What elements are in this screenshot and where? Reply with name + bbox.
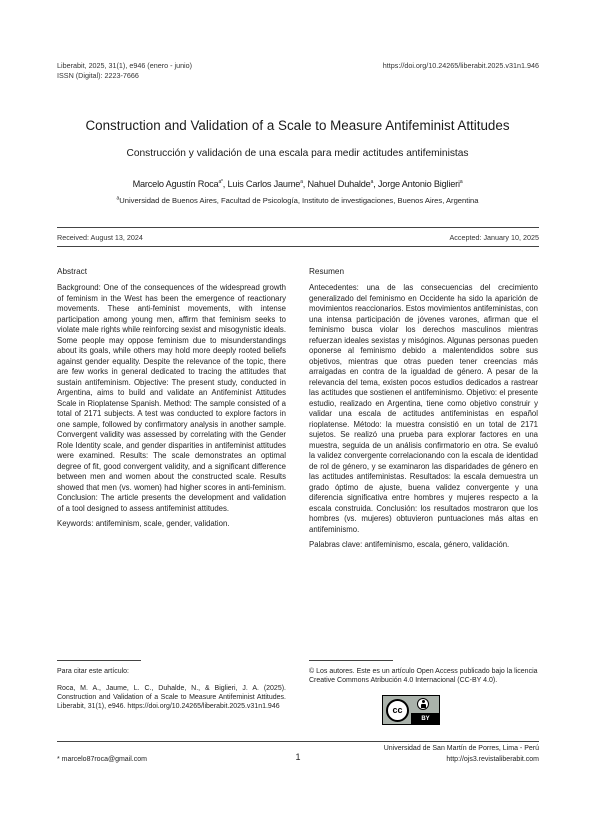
accepted-date: Accepted: January 10, 2025 xyxy=(449,233,539,242)
affiliation-mark: a xyxy=(116,195,120,202)
attribution-person-icon xyxy=(417,698,429,710)
author-name: Marcelo Agustín Roca xyxy=(132,179,219,189)
author-separator: , xyxy=(302,179,308,189)
creative-commons-icon: cc xyxy=(386,699,409,722)
affiliation xyxy=(0,196,595,205)
author-name: Luis Carlos Jaume xyxy=(227,179,301,189)
author-affiliation-mark: a xyxy=(370,178,374,185)
footer-rule xyxy=(57,741,539,742)
author-separator: , xyxy=(373,179,378,189)
issn-line: ISSN (Digital): 2223-7666 xyxy=(57,71,139,80)
keywords-es: Palabras clave: antifeminismo, escala, género, validación. xyxy=(309,540,510,549)
divider-dates xyxy=(57,246,539,247)
doi-link[interactable]: https://doi.org/10.24265/liberabit.2025.v31n1.946 xyxy=(382,61,539,70)
page-number: 1 xyxy=(295,752,301,762)
divider-top xyxy=(57,227,539,228)
university-name: Universidad de San Martín de Porres, Lima - Perú xyxy=(383,745,539,752)
citation-text: Roca, M. A., Jaume, L. C., Duhalde, N., & Biglieri, J. A. (2025). Construction and Validation of a Scale to Measure Antifeminist Attitudes. Liberabit, 31(1), e946. https://doi.org/10.24265/liberabit.2025.v31n1.946 xyxy=(57,685,286,710)
author-affiliation-mark: a* xyxy=(218,178,223,185)
article-title: Construction and Validation of a Scale to Measure Antifeminist Attitudes xyxy=(85,118,510,133)
citation-rule xyxy=(57,660,141,661)
resumen-heading: Resumen xyxy=(309,267,345,276)
affiliation-text: Universidad de Buenos Aires, Facultad de Psicología, Instituto de investigaciones, Buenos Aires, Argentina xyxy=(119,196,479,205)
author-name: Jorge Antonio Biglieri xyxy=(377,179,460,189)
resumen-body: Antecedentes: una de las consecuencias del crecimiento generalizado del feminismo en Occidente ha sido la aparición de movimientos reaccionarios. Estos movimientos antifeministas, con una intensa participación de jóvenes varones, afirman que el feminismo busca violar los derechos masculinos mientras refuerzan ideales sexistas y misóginos. Algunas personas pueden oponerse al feminismo debido a malentendidos sobre sus objetivos, mientras que otras pueden tener creencias más arraigadas en contra de la igualdad de género. A pesar de la relevancia del tema, existen pocos estudios dedicados a rastrear las actitudes que sostienen el antifeminismo. Objetivo: el presente estudio, realizado en Argentina, tiene como objetivo construir y validar una escala de actitudes antifeministas en español rioplatense. Método: la muestra consistió en un total de 2171 sujetos. Se realizó una prueba para explorar factores en una muestra, seguida de un análisis confirmatorio en otra. Se evaluó la validez convergente correlacionando con la escala de identidad de rol de género, y se examinaron las disparidades de género en las actitudes antifeministas. Resultados: la escala demuestra un grado óptimo de ajuste, buena validez convergente y una diferencia significativa entre hombres y mujeres respecto a la escala construida. Conclusión: los resultados mostraron que los hombres (vs. mujeres) obtuvieron puntuaciones más altas en antifeminismo. xyxy=(309,283,538,534)
author-affiliation-mark: a xyxy=(459,178,463,185)
author-list xyxy=(0,179,595,189)
abstract-column-es xyxy=(309,283,538,551)
keywords-en: Keywords: antifeminism, scale, gender, validation. xyxy=(57,519,230,528)
abstract-column-en xyxy=(57,283,286,530)
license-text: © Los autores. Este es un artículo Open Access publicado bajo la licencia Creative Commons Atribución 4.0 Internacional (CC-BY 4.0). xyxy=(309,668,538,684)
author-name: Nahuel Duhalde xyxy=(307,179,371,189)
citation-label: Para citar este artículo: xyxy=(57,668,129,675)
license-rule xyxy=(309,660,393,661)
journal-website-link[interactable]: http://ojs3.revistaliberabit.com xyxy=(446,756,539,763)
cc-by-license-badge[interactable] xyxy=(382,695,440,725)
by-label: BY xyxy=(411,713,440,725)
corresponding-email[interactable]: * marcelo87roca@gmail.com xyxy=(57,756,147,763)
article-subtitle: Construcción y validación de una escala para medir actitudes antifeministas xyxy=(126,148,469,159)
abstract-body: Background: One of the consequences of the widespread growth of feminism in the West has been the emergence of reactionary movements. These anti-feminist movements, with intense participation among young men, affirm that feminism seeks to violate male rights while reinforcing sexist and misogynistic ideals. Some people may oppose feminism due to misunderstandings about its goals, while others may hold more deeply rooted beliefs against gender equality. Despite the relevance of the topic, there are few works in general dedicated to tracing the attitudes that sustain antifeminism. Objective: The present study, conducted in Argentina, aims to build and validate an Antifeminist Attitudes Scale in Rioplatense Spanish. Method: The sample consisted of a total of 2171 subjects. A test was conducted to explore factors in one sample, followed by confirmatory analysis in another sample. Convergent validity was assessed by correlating with the Gender Role Identity scale, and gender disparities in antifeminist attitudes were examined. Results: The scale demonstrates an optimal degree of fit, good convergent validity, and a significant difference between men and women about the constructed scale. Results showed that men (vs. women) had higher scores in anti-feminism. Conclusion: The article presents the development and validation of a tool designed to assess antifeminist attitudes. xyxy=(57,283,286,513)
journal-citation-line: Liberabit, 2025, 31(1), e946 (enero - junio) xyxy=(57,61,193,70)
author-affiliation-mark: a xyxy=(300,178,303,185)
author-separator: , xyxy=(222,179,228,189)
abstract-heading: Abstract xyxy=(57,267,88,276)
received-date: Received: August 13, 2024 xyxy=(57,233,143,242)
